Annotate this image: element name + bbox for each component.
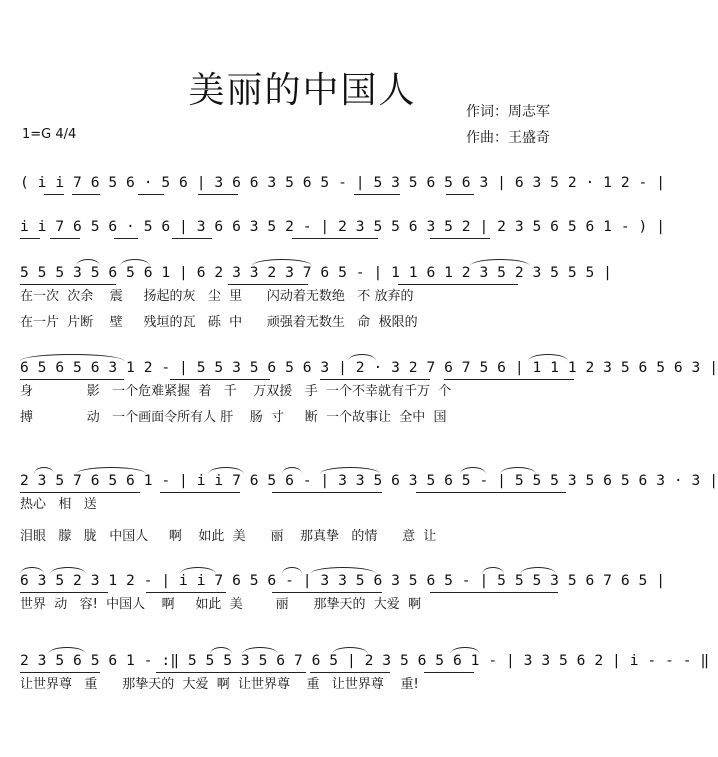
lyric-verse-2: 泪眼 朦 胧 中国人 啊 如此 美 丽 那真挚 的情 意 让 <box>20 529 437 544</box>
slur-mark <box>282 467 302 474</box>
slur-mark <box>20 567 44 574</box>
lyric-verse-2: 搏 动 一个画面令所有人 肝 肠 寸 断 一个故事让 全中 国 <box>20 410 447 425</box>
underline-mark <box>444 379 574 380</box>
slur-mark <box>48 647 86 654</box>
slur-mark <box>34 467 54 474</box>
underline-mark <box>20 284 116 285</box>
notation-line: 6 3 5 2 3 1 2 - | i i 7 6 5 6 - | 3 3 5 6 3 5 6 5 - | 5 5 5 3 5 6 7 6 5 | <box>20 572 666 589</box>
slur-mark <box>320 467 380 474</box>
lyric-line: 世界 动 容! 中国人 啊 如此 美 丽 那挚天的 大爱 啊 <box>20 597 421 612</box>
slur-mark <box>76 467 146 474</box>
underline-mark <box>430 592 558 593</box>
underline-mark <box>398 284 518 285</box>
underline-mark <box>272 592 382 593</box>
slur-mark <box>120 259 150 266</box>
underline-mark <box>138 194 164 195</box>
lyricist-credit: 作词：周志军 <box>466 104 550 120</box>
score-system <box>20 357 718 437</box>
score-system <box>20 172 666 212</box>
underline-mark <box>20 592 108 593</box>
score-system <box>20 470 718 554</box>
underline-mark <box>446 194 474 195</box>
underline-mark <box>20 672 100 673</box>
underline-mark <box>310 672 390 673</box>
underline-mark <box>430 238 490 239</box>
slur-mark <box>348 354 376 361</box>
notation-line: 2 3 5 6 5 6 1 - :‖ 5 5 5 3 5 6 7 6 5 | 2 3 5 6 5 6 1 - | 3 3 5 6 2 | i - - - ‖ <box>20 652 710 669</box>
score-system <box>20 570 666 620</box>
slur-mark <box>180 567 216 574</box>
underline-mark <box>146 592 226 593</box>
underline-mark <box>228 284 308 285</box>
underline-mark <box>20 379 124 380</box>
underline-mark <box>160 492 240 493</box>
underline-mark <box>20 238 40 239</box>
lyric-verse-1: 热心 相 送 <box>20 497 97 512</box>
slur-mark <box>500 467 536 474</box>
slur-mark <box>482 567 504 574</box>
notation-line: i i 7 6 5 6 · 5 6 | 3 6 6 3 5 2 - | 2 3 5 5 6 3 5 2 | 2 3 5 6 5 6 1 - ) | <box>20 218 666 235</box>
slur-mark <box>460 467 486 474</box>
underline-mark <box>172 238 212 239</box>
underline-mark <box>44 194 64 195</box>
underline-mark <box>50 238 80 239</box>
slur-mark <box>210 647 232 654</box>
slur-mark <box>208 467 244 474</box>
lyric-verse-2: 在一片 片断 壁 残垣的瓦 砾 中 顽强着无数生 命 极限的 <box>20 315 418 330</box>
notation-line: 6 5 6 5 6 3 1 2 - | 5 5 3 5 6 5 6 3 | 2 · 3 2 7 6 7 5 6 | 1 1 1 2 3 5 6 5 6 3 | <box>20 359 718 376</box>
slur-mark <box>528 354 568 361</box>
underline-mark <box>416 492 566 493</box>
song-title: 美丽的中国人 <box>188 70 417 111</box>
slur-mark <box>252 259 312 266</box>
underline-mark <box>156 672 306 673</box>
slur-mark <box>470 259 530 266</box>
underline-mark <box>198 194 238 195</box>
underline-mark <box>114 238 138 239</box>
slur-mark <box>310 567 376 574</box>
slur-mark <box>450 647 480 654</box>
underline-mark <box>272 492 382 493</box>
composer-credit: 作曲：王盛奇 <box>466 130 550 146</box>
underline-mark <box>320 379 430 380</box>
score-system <box>20 650 710 700</box>
underline-mark <box>424 672 474 673</box>
underline-mark <box>170 379 270 380</box>
score-system <box>20 216 666 256</box>
underline-mark <box>72 194 100 195</box>
key-time-signature: 1=G 4/4 <box>22 127 77 142</box>
lyric-verse-1: 在一次 次余 震 扬起的灰 尘 里 闪动着无数绝 不 放弃的 <box>20 289 414 304</box>
slur-mark <box>520 567 556 574</box>
notation-line: 2 3 5 7 6 5 6 1 - | i i 7 6 5 6 - | 3 3 5 6 3 5 6 5 - | 5 5 5 3 5 6 5 6 3 · 3 | <box>20 472 718 489</box>
slur-mark <box>76 259 100 266</box>
slur-mark <box>242 647 278 654</box>
underline-mark <box>354 194 400 195</box>
notation-line: 5 5 5 3 5 6 5 6 1 | 6 2 3 3 2 3 7 6 5 - | 1 1 6 1 2 3 5 2 3 5 5 5 | <box>20 264 613 281</box>
slur-mark <box>282 567 302 574</box>
lyric-line: 让世界尊 重 那挚天的 大爱 啊 让世界尊 重 让世界尊 重! <box>20 677 419 692</box>
underline-mark <box>292 238 378 239</box>
slur-mark <box>50 567 86 574</box>
slur-mark <box>332 647 368 654</box>
lyric-verse-1: 身 影 一个危难紧握 着 千 万双援 手 一个不幸就有千万 个 <box>20 384 452 399</box>
score-system <box>20 262 613 342</box>
underline-mark <box>20 492 140 493</box>
notation-line: ( i i 7 6 5 6 · 5 6 | 3 6 6 3 5 6 5 - | 5 3 5 6 5 6 3 | 6 3 5 2 · 1 2 - | <box>20 174 666 191</box>
slur-mark <box>20 354 124 361</box>
